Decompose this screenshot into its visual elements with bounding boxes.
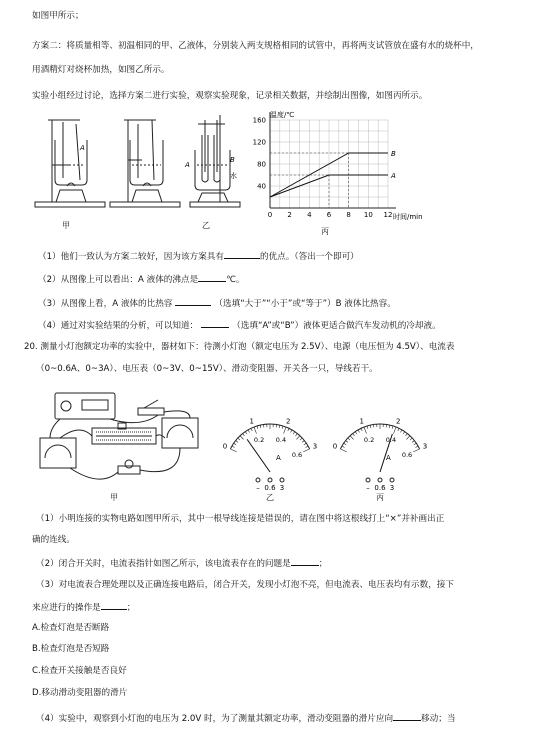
question-2-text: （2）从图像上可以看出：A 液体的沸点是 — [38, 275, 199, 285]
question-3-text: （3）从图像上看，A 液体的比热容 — [38, 299, 173, 309]
meter-tick — [342, 446, 345, 448]
y-tick-label: 40 — [257, 182, 266, 191]
subquestion-3-text: 来应进行的操作是 — [32, 603, 101, 613]
question-1-tail: 的优点。（答出一个即可） — [259, 252, 359, 262]
label-water: 水 — [230, 172, 237, 180]
problem-20-line-1: 20. 测量小灯泡额定功率的实验中，器材如下：待测小灯泡（额定电压为 2.5V）、电源（电压恒为 4.5V）、电流表 — [24, 342, 455, 352]
meter-sub-label: 0.2 — [363, 436, 375, 445]
series-label-B: B — [391, 150, 396, 158]
meter-tick — [414, 443, 416, 445]
meter-tick-label: 1 — [249, 417, 254, 426]
meter-tick — [413, 449, 419, 452]
caption-fig1-bing: 丙 — [321, 227, 329, 236]
meter-tick — [361, 428, 362, 431]
meter-tick — [303, 449, 309, 452]
caption-fig1-jia: 甲 — [62, 221, 70, 230]
meter-tick — [403, 432, 405, 434]
meter-tick — [304, 443, 306, 445]
answer-blank-3[interactable] — [175, 296, 211, 306]
apparatus-jia — [35, 120, 105, 207]
subquestion-2-tail: ； — [318, 559, 328, 569]
meter-terminal-label: – — [366, 484, 370, 492]
figure-heating-apparatus — [30, 110, 540, 240]
meter-sub-label: 0.6 — [291, 450, 303, 459]
question-2-tail: ℃。 — [226, 275, 245, 285]
meter-tick — [350, 436, 353, 440]
option-c[interactable]: C.检查开关接触是否良好 — [32, 666, 127, 676]
meter-tick — [236, 441, 238, 443]
meter-tick — [407, 436, 410, 440]
meter-tick — [230, 449, 236, 452]
meter-tick-label: 2 — [286, 417, 291, 426]
y-tick-label: 160 — [252, 116, 266, 125]
temperature-time-graph — [253, 112, 396, 219]
label-B-yi: B — [230, 156, 235, 164]
option-a[interactable]: A.检查灯泡是否断路 — [32, 623, 110, 633]
meter-tick — [302, 441, 304, 443]
meter-tick — [370, 425, 371, 428]
meter-tick — [296, 434, 298, 436]
meter-tick — [293, 432, 295, 434]
meter-tick — [297, 436, 300, 440]
meter-sub-label: 0.6 — [401, 450, 413, 459]
meter-tick — [358, 430, 359, 433]
x-tick-label: 8 — [346, 211, 351, 219]
ammeter-bing — [333, 417, 428, 492]
x-tick-label: 2 — [287, 211, 292, 219]
meter-tick-label: 3 — [422, 442, 428, 451]
plan-two-line-1: 方案二：将质量相等、初温相同的甲、乙液体，分别装入两支规格相同的试管中，再将两支试管放在盛有水的烧杯中， — [32, 41, 479, 51]
meter-tick — [254, 427, 257, 434]
meter-tick — [260, 425, 261, 428]
intro-line-1: 如图甲所示； — [32, 11, 84, 21]
meter-tick — [348, 438, 350, 440]
plan-two-line-2: 用酒精灯对烧杯加热，如图乙所示。 — [32, 65, 170, 75]
subquestion-1-line-2: 确的连线。 — [32, 535, 75, 545]
question-4 — [38, 318, 441, 332]
answer-blank-4[interactable] — [201, 318, 229, 328]
meter-tick — [346, 441, 348, 443]
question-1 — [38, 249, 359, 263]
meter-tick — [389, 425, 390, 428]
meter-tick — [367, 426, 368, 429]
meter-tick — [340, 449, 346, 452]
graph-xlabel: 时间/min — [393, 213, 423, 221]
meter-tick — [398, 428, 399, 431]
series-label-A: A — [391, 172, 396, 180]
meter-terminal-label: 3 — [279, 484, 285, 492]
answer-blank-s2[interactable] — [291, 556, 319, 566]
question-3 — [38, 296, 396, 310]
experiment-line: 实验小组经过讨论，选择方案二进行实验，观察实验现象，记录相关数据，并绘制出图像，如图丙所示。 — [32, 91, 428, 101]
meter-tick — [300, 438, 302, 440]
meter-tick — [251, 428, 252, 431]
meter-tick — [344, 443, 346, 445]
meter-tick — [243, 434, 245, 436]
circuit-jia — [40, 393, 198, 479]
meter-tick — [392, 426, 393, 429]
meter-needle — [247, 439, 270, 472]
meter-tick — [284, 427, 287, 434]
x-tick-label: 10 — [363, 211, 373, 219]
meter-tick-label: 3 — [312, 442, 318, 451]
option-d[interactable]: D.移动滑动变阻器的滑片 — [32, 688, 128, 698]
subquestion-1-line-1: （1）小明连接的实物电路如图甲所示，其中一根导线连接是错误的，请在图中将这根线打上“×”并补画出正 — [36, 514, 445, 524]
meter-tick — [406, 434, 408, 436]
meter-sub-label: 0.4 — [275, 436, 287, 445]
meter-tick — [234, 443, 236, 445]
meter-tick-label: 0 — [332, 442, 338, 451]
answer-blank-s3[interactable] — [101, 600, 127, 610]
subquestion-4 — [36, 711, 455, 725]
question-4-tail: （选填“A”或“B”）液体更适合做汽车发动机的冷却液。 — [232, 321, 441, 331]
meter-tick — [353, 434, 355, 436]
y-tick-label: 80 — [257, 160, 266, 169]
answer-blank-1[interactable] — [224, 249, 260, 259]
meter-tick — [238, 438, 240, 440]
meter-tick — [410, 438, 412, 440]
meter-terminal — [256, 478, 260, 482]
meter-terminal — [378, 478, 382, 482]
meter-tick-label: 0 — [222, 442, 228, 451]
meter-tick — [305, 446, 308, 448]
meter-terminal-label: 0.6 — [264, 484, 276, 492]
meter-tick — [240, 436, 243, 440]
label-A-jia: A — [80, 144, 85, 152]
question-2 — [38, 272, 244, 286]
meter-terminal — [390, 478, 394, 482]
meter-tick — [400, 430, 401, 433]
meter-unit: A — [386, 454, 391, 462]
meter-tick — [248, 430, 249, 433]
ammeter-yi — [223, 417, 318, 492]
x-tick-label: 4 — [307, 211, 312, 219]
meter-tick-label: 1 — [359, 417, 364, 426]
subquestion-4-tail: 移动；当 — [421, 714, 456, 724]
meter-sub-label: 0.2 — [253, 436, 265, 445]
meter-terminal-label: – — [256, 484, 260, 492]
meter-unit: A — [276, 454, 281, 462]
subquestion-2-text: （2）闭合开关时，电流表指针如图乙所示，该电流表存在的问题是 — [36, 559, 291, 569]
x-tick-label: 6 — [326, 211, 332, 219]
meter-tick — [412, 441, 414, 443]
caption-fig1-yi: 乙 — [202, 221, 210, 230]
meter-tick — [364, 427, 367, 434]
question-1-text: （1）他们一致认为方案二较好，因为该方案具有 — [38, 252, 224, 262]
x-tick-label: 12 — [383, 211, 393, 219]
subquestion-3-line-1: （3）对电流表合理处理以及正确连接电路后，闭合开关，发现小灯泡不亮，但电流表、电压表均有示数，接下 — [36, 580, 454, 590]
meter-tick — [415, 446, 418, 448]
answer-blank-s4[interactable] — [393, 711, 421, 721]
subquestion-3-tail: ； — [126, 603, 136, 613]
meter-terminal — [280, 478, 284, 482]
meter-tick — [232, 446, 235, 448]
y-tick-label: 120 — [252, 138, 266, 147]
caption-fig2-yi: 乙 — [266, 493, 274, 502]
meter-tick — [394, 427, 397, 434]
meter-terminal-label: 3 — [389, 484, 395, 492]
caption-fig2-jia: 甲 — [110, 493, 118, 502]
problem-20-line-2: （0~0.6A、0~3A）、电压表（0~3V、0~15V）、滑动变阻器、开关各一只，导线若干。 — [36, 364, 378, 374]
meter-tick — [282, 426, 283, 429]
figure-circuit — [30, 388, 510, 498]
meter-terminal — [268, 478, 272, 482]
graph-ylabel: 温度/℃ — [270, 111, 295, 119]
subquestion-4-text: （4）实验中，观察到小灯泡的电压为 2.0V 时，为了测量其额定功率，滑动变阻器的滑片应向 — [36, 714, 394, 724]
caption-fig2-bing: 丙 — [376, 493, 384, 502]
meter-sub-label: 0.4 — [385, 436, 397, 445]
meter-tick — [355, 432, 357, 434]
meter-terminal-label: 0.6 — [374, 484, 386, 492]
label-A-yi: A — [185, 161, 190, 169]
subquestion-2 — [36, 556, 327, 570]
meter-tick — [245, 432, 247, 434]
option-b[interactable]: B.检查灯泡是否短路 — [32, 644, 110, 654]
question-4-text: （4）通过对实验结果的分析，可以知道： — [38, 321, 199, 331]
meter-tick — [279, 425, 280, 428]
meter-terminal — [366, 478, 370, 482]
x-tick-label: 0 — [267, 211, 273, 219]
answer-blank-2[interactable] — [198, 272, 226, 282]
meter-tick — [290, 430, 291, 433]
apparatus-middle — [110, 120, 180, 207]
meter-tick — [257, 426, 258, 429]
meter-tick-label: 2 — [396, 417, 401, 426]
meter-tick — [288, 428, 289, 431]
question-3-tail: （选填“大于”“小于”或“等于”）B 液体比热容。 — [214, 299, 396, 309]
subquestion-3-line-2 — [32, 600, 135, 614]
